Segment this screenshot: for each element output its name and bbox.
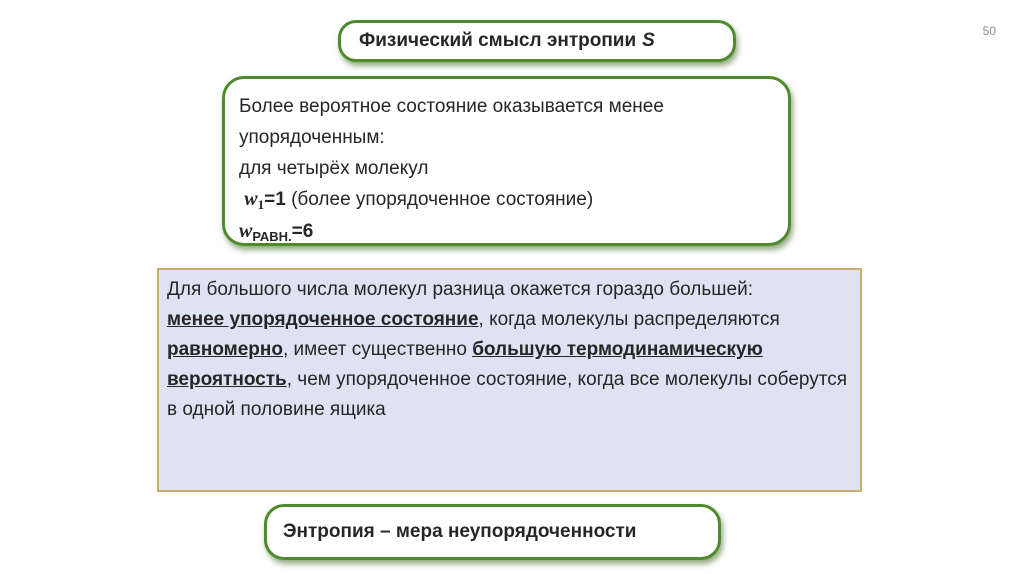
emphasis-less-ordered: менее упорядоченное состояние <box>167 309 479 330</box>
explanation-intro: Для большого числа молекул разница окажется гораздо большей: <box>167 279 753 300</box>
title-symbol: S <box>642 30 655 51</box>
slide-number: 50 <box>982 24 996 38</box>
w1-subscript: 1 <box>257 197 265 212</box>
explanation-text-2: , имеет существенно <box>283 339 473 360</box>
wr-subscript: РАВН. <box>252 229 292 244</box>
title-banner <box>338 20 736 62</box>
info-box <box>222 76 791 246</box>
emphasis-probability: большую термодинамическую вероятность <box>167 339 763 390</box>
conclusion-banner <box>264 504 721 560</box>
info-line-2: упорядоченным: <box>239 127 385 148</box>
info-line-3: для четырёх молекул <box>239 158 429 179</box>
conclusion-text: Энтропия – мера неупорядоченности <box>283 521 637 542</box>
w1-value: =1 <box>264 189 286 210</box>
info-line-1: Более вероятное состояние оказывается менее <box>239 96 664 117</box>
emphasis-uniformly: равномерно <box>167 339 283 360</box>
w1-variable: w <box>244 188 258 210</box>
w1-comment: (более упорядоченное состояние) <box>285 189 594 210</box>
wr-line <box>239 216 774 248</box>
explanation-text-3: , чем упорядоченное состояние, когда все молекулы соберутся в одной половине ящика <box>167 369 848 420</box>
wr-variable: w <box>239 220 253 242</box>
explanation-text-1: , когда молекулы распределяются <box>478 309 780 330</box>
title-text: Физический смысл энтропии <box>359 30 637 51</box>
explanation-box <box>157 268 862 492</box>
w1-line <box>239 184 774 216</box>
wr-value: =6 <box>291 221 314 242</box>
